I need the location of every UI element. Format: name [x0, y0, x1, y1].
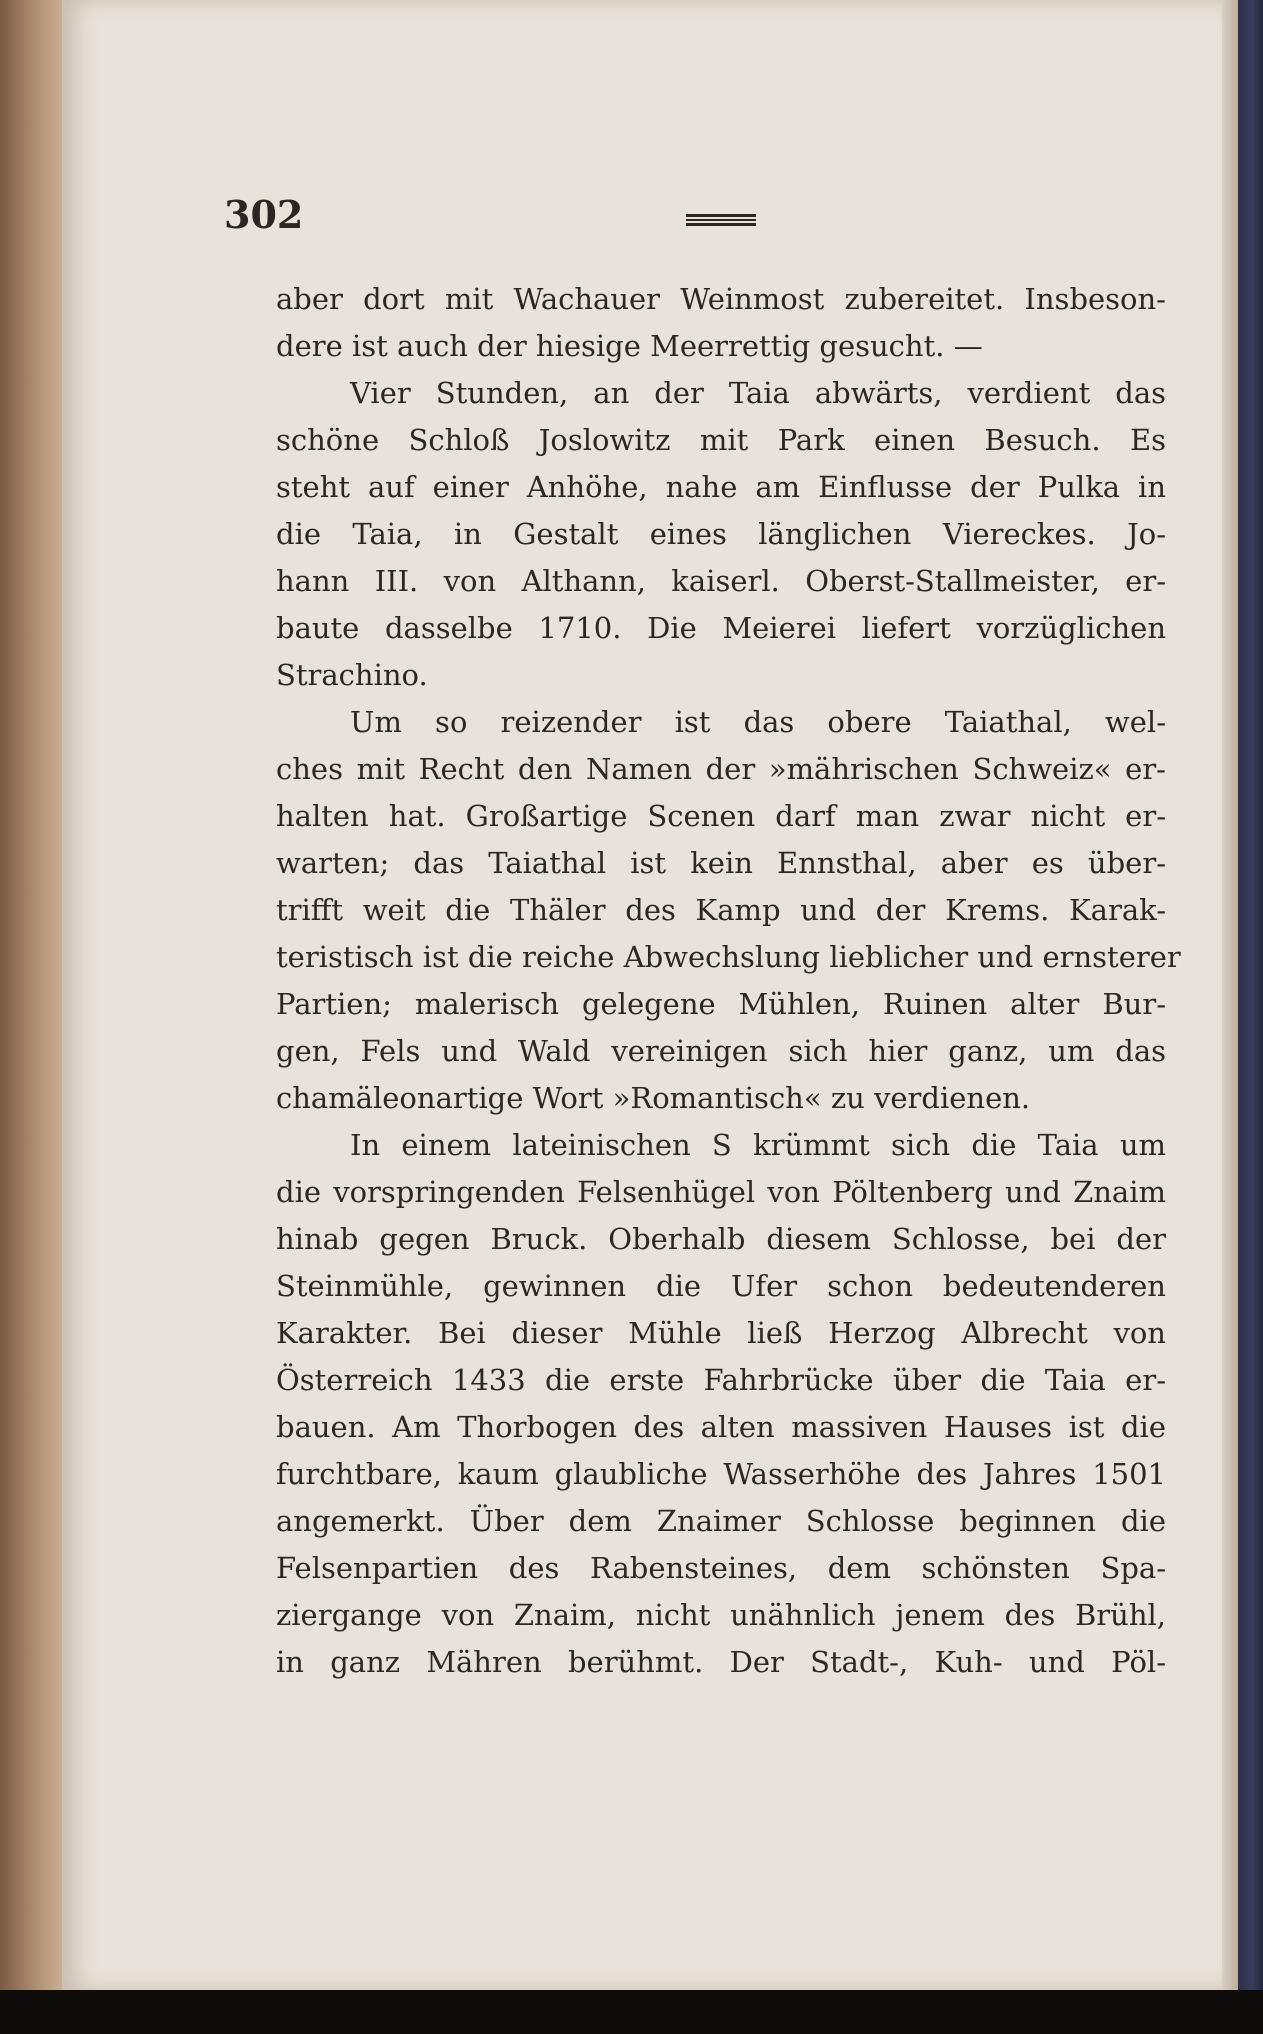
- body-text: [276, 276, 1181, 1686]
- book-cover-edge: [1238, 0, 1263, 1990]
- text-line: baute dasselbe 1710. Die Meierei liefert vorzüglichen: [276, 611, 1166, 645]
- text-line: chamäleonartige Wort »Romantisch« zu verdienen.: [276, 1081, 1031, 1115]
- text-line: ches mit Recht den Namen der »mährischen Schweiz« er-: [276, 752, 1166, 786]
- text-line: ziergange von Znaim, nicht unähnlich jenem des Brühl,: [276, 1598, 1166, 1632]
- text-line: Partien; malerisch gelegene Mühlen, Ruinen alter Bur-: [276, 987, 1166, 1021]
- text-line: Vier Stunden, an der Taia abwärts, verdient das: [350, 376, 1166, 410]
- text-line: Felsenpartien des Rabensteines, dem schönsten Spa-: [276, 1551, 1166, 1585]
- text-line: trifft weit die Thäler des Kamp und der Krems. Karak-: [276, 893, 1166, 927]
- text-line: die vorspringenden Felsenhügel von Pöltenberg und Znaim: [276, 1175, 1166, 1209]
- text-line: hann III. von Althann, kaiserl. Oberst-Stallmeister, er-: [276, 564, 1166, 598]
- text-line: Um so reizender ist das obere Taiathal, wel-: [350, 705, 1166, 739]
- text-line: in ganz Mähren berühmt. Der Stadt-, Kuh- und Pöl-: [276, 1645, 1166, 1679]
- text-line: teristisch ist die reiche Abwechslung lieblicher und ernsterer: [276, 940, 1181, 974]
- text-line: Steinmühle, gewinnen die Ufer schon bedeutenderen: [276, 1269, 1166, 1303]
- text-line: steht auf einer Anhöhe, nahe am Einflusse der Pulka in: [276, 470, 1166, 504]
- text-line: warten; das Taiathal ist kein Ennsthal, aber es über-: [276, 846, 1166, 880]
- text-line: schöne Schloß Joslowitz mit Park einen Besuch. Es: [276, 423, 1166, 457]
- text-line: bauen. Am Thorbogen des alten massiven Hauses ist die: [276, 1410, 1166, 1444]
- text-line: gen, Fels und Wald vereinigen sich hier ganz, um das: [276, 1034, 1166, 1068]
- book-spine: [0, 0, 62, 1990]
- text-line: hinab gegen Bruck. Oberhalb diesem Schlosse, bei der: [276, 1222, 1166, 1256]
- text-line: aber dort mit Wachauer Weinmost zubereitet. Insbeson-: [276, 282, 1166, 316]
- text-line: halten hat. Großartige Scenen darf man zwar nicht er-: [276, 799, 1166, 833]
- text-line: die Taia, in Gestalt eines länglichen Viereckes. Jo-: [276, 517, 1166, 551]
- text-line: Österreich 1433 die erste Fahrbrücke über die Taia er-: [276, 1363, 1166, 1397]
- text-line: Karakter. Bei dieser Mühle ließ Herzog Albrecht von: [276, 1316, 1166, 1350]
- background-shadow: [0, 1990, 1263, 2034]
- text-line: angemerkt. Über dem Znaimer Schlosse beginnen die: [276, 1504, 1166, 1538]
- page-header: [224, 192, 1174, 252]
- text-line: In einem lateinischen S krümmt sich die Taia um: [350, 1128, 1166, 1162]
- page-number: 302: [224, 192, 304, 237]
- text-line: furchtbare, kaum glaubliche Wasserhöhe des Jahres 1501: [276, 1457, 1166, 1491]
- text-line: dere ist auch der hiesige Meerrettig gesucht. —: [276, 329, 983, 363]
- text-line: Strachino.: [276, 658, 428, 692]
- header-ornament-line: [686, 219, 756, 221]
